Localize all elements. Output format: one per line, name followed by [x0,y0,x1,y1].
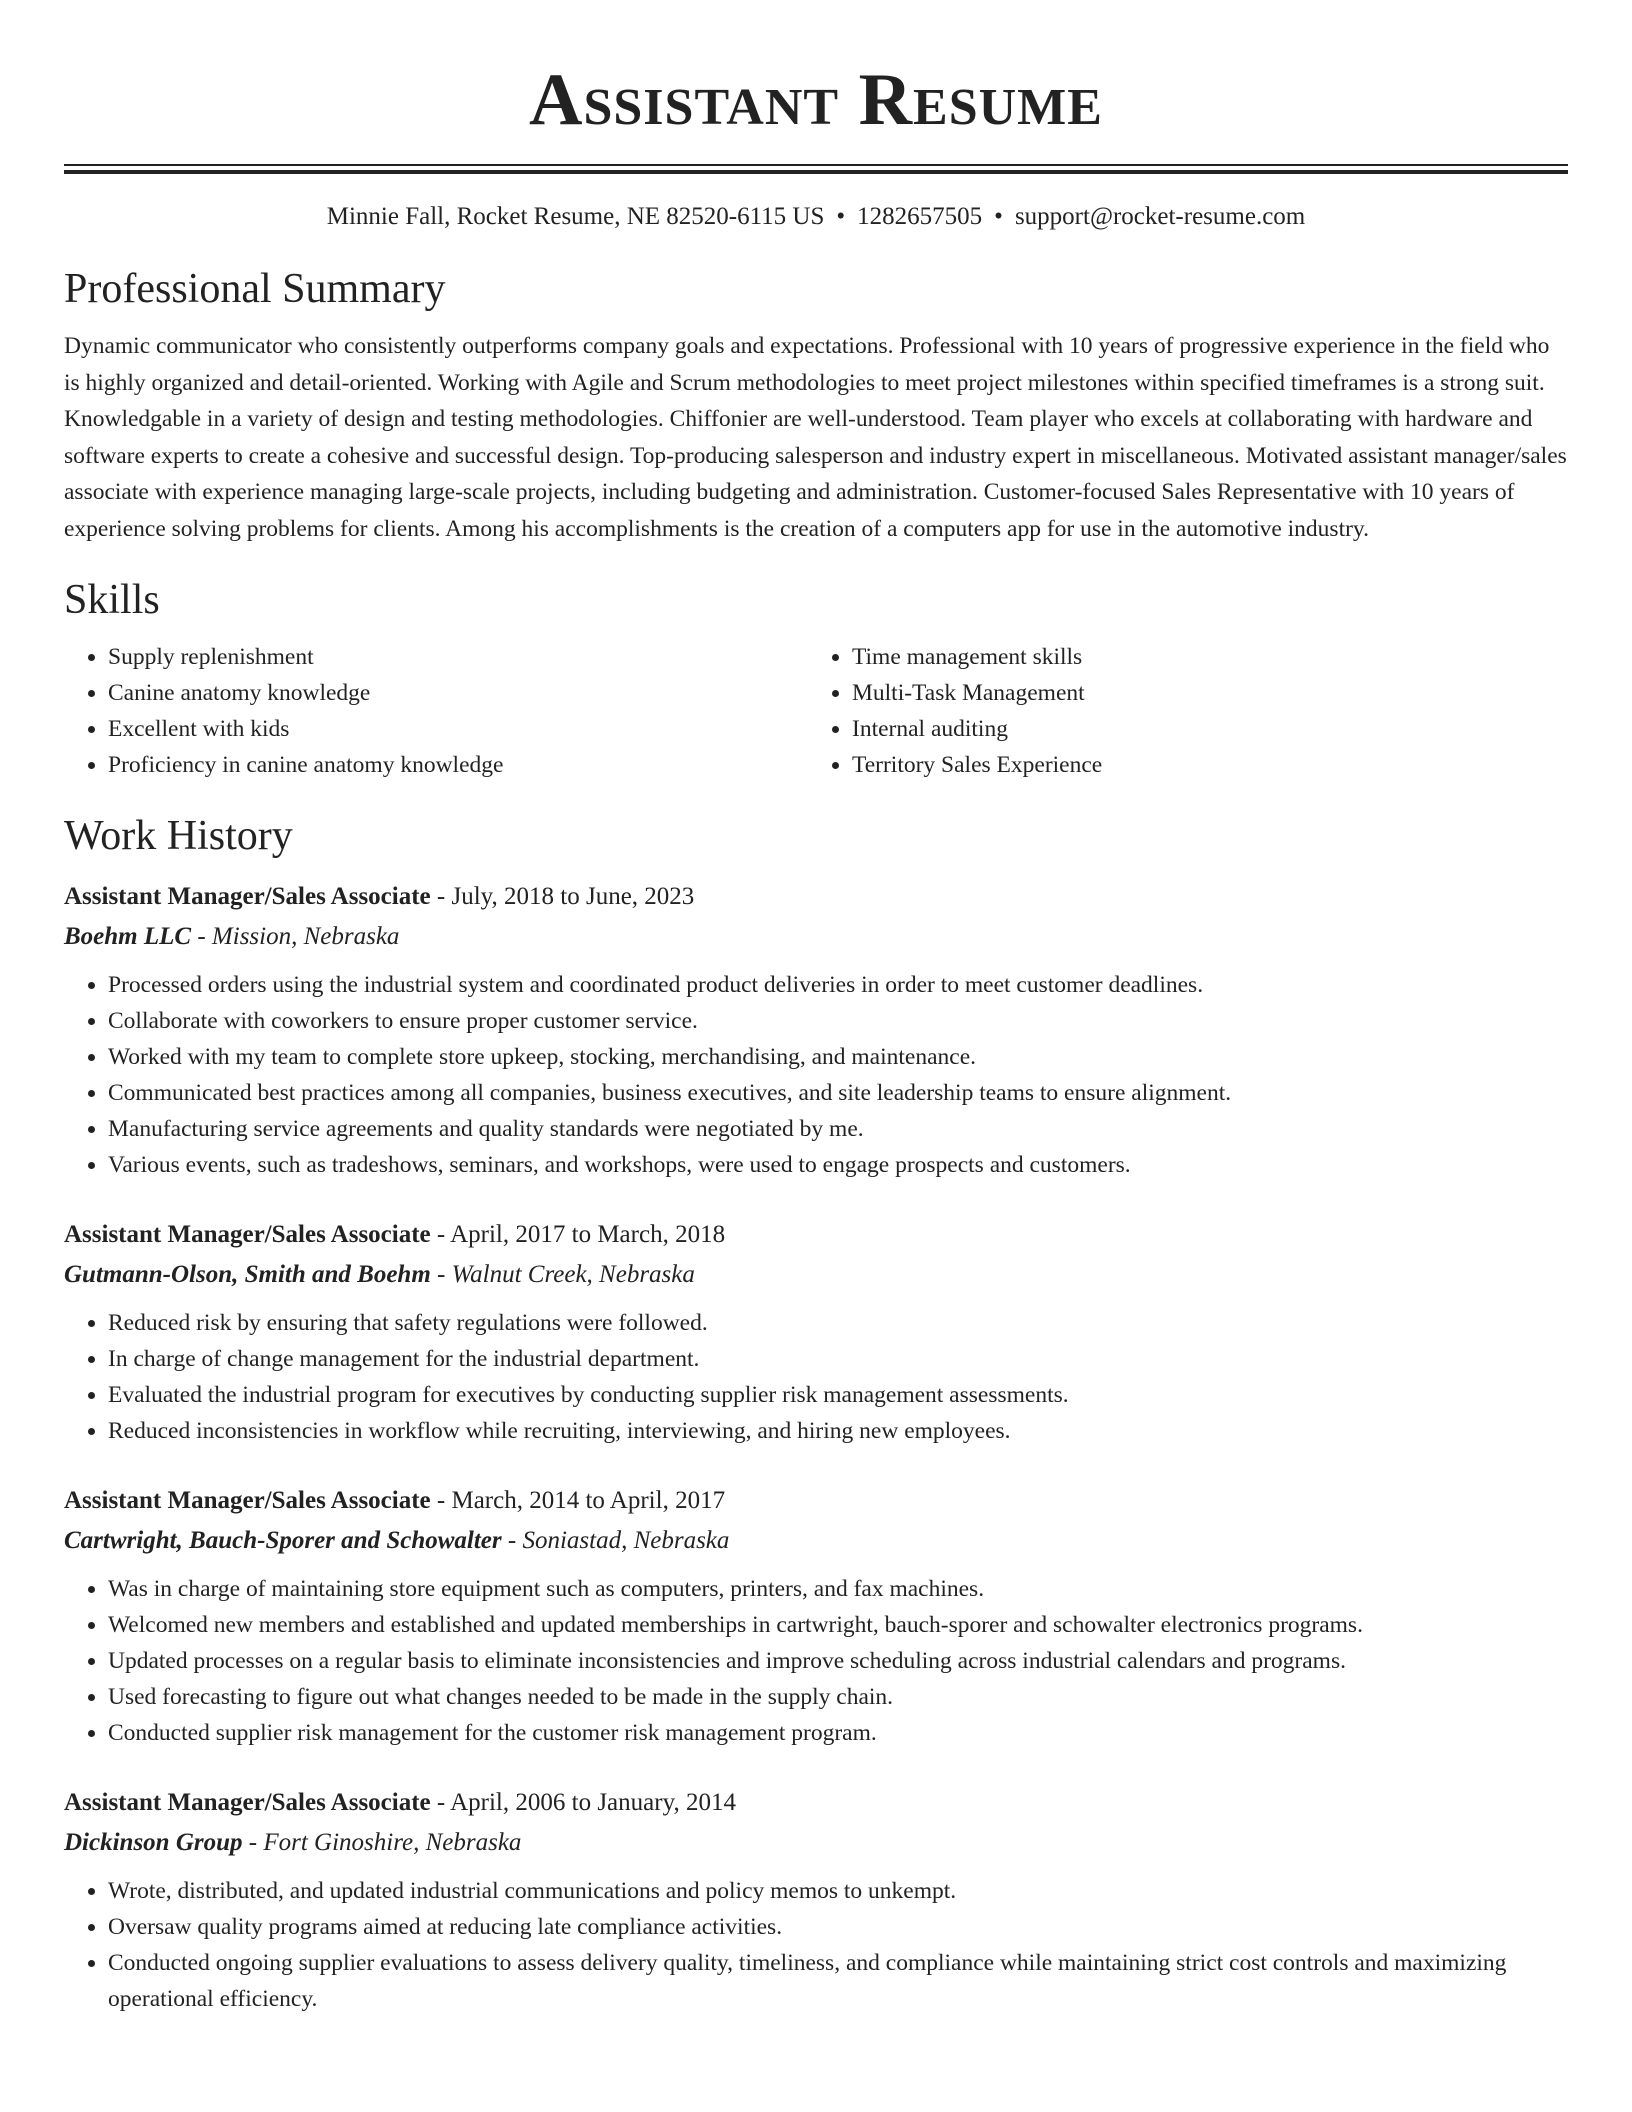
job-duty: • Welcomed new members and established and updated memberships in cartwright, bauch-sporer and schowalter electronics programs. [108,1607,1568,1643]
contact-line [64,200,1568,234]
skill-item: • Territory Sales Experience [852,747,1552,783]
job-location: - Walnut Creek, Nebraska [437,1261,695,1288]
summary-heading: Professional Summary [64,266,446,312]
skills-list [64,639,1568,783]
job-dates: - April, 2006 to January, 2014 [436,1789,736,1816]
job-company: Dickinson Group [64,1829,243,1856]
job-location: - Mission, Nebraska [197,923,400,950]
job-company-line [64,1823,1568,1863]
job-duty: • Communicated best practices among all companies, business executives, and site leadership teams to ensure alignment. [108,1075,1568,1111]
job-duty: • Collaborate with coworkers to ensure proper customer service. [108,1003,1568,1039]
job-duty: • Used forecasting to figure out what changes needed to be made in the supply chain. [108,1679,1568,1715]
job-entry [64,1783,1568,2017]
job-dates: - March, 2014 to April, 2017 [436,1487,726,1514]
job-duty: • Oversaw quality programs aimed at reducing late compliance activities. [108,1909,1568,1945]
job-header [64,877,1568,917]
job-duties [64,1305,1568,1449]
job-duty: • Was in charge of maintaining store equipment such as computers, printers, and fax machines. [108,1571,1568,1607]
resume-page [64,0,1568,2017]
resume-title: Assistant Resume [529,59,1103,141]
skill-item: • Excellent with kids [108,711,808,747]
job-company: Gutmann-Olson, Smith and Boehm [64,1261,431,1288]
job-duty: • Reduced risk by ensuring that safety regulations were followed. [108,1305,1568,1341]
job-duties [64,967,1568,1183]
job-role: Assistant Manager/Sales Associate [64,1221,431,1248]
job-header [64,1481,1568,1521]
contact-email[interactable]: support@rocket-resume.com [1014,203,1306,230]
skill-item: • Canine anatomy knowledge [108,675,808,711]
skill-item: • Multi-Task Management [852,675,1552,711]
contact-separator: • [836,203,846,230]
job-duty: • Worked with my team to complete store upkeep, stocking, merchandising, and maintenance. [108,1039,1568,1075]
job-duty: • Processed orders using the industrial system and coordinated product deliveries in order to meet customer deadlines. [108,967,1568,1003]
job-entry [64,1481,1568,1751]
job-company: Cartwright, Bauch-Sporer and Schowalter [64,1527,502,1554]
job-duties [64,1873,1568,2017]
skill-item: • Proficiency in canine anatomy knowledge [108,747,808,783]
skills-heading: Skills [64,577,160,623]
skill-item: • Supply replenishment [108,639,808,675]
skill-item: • Time management skills [852,639,1552,675]
job-role: Assistant Manager/Sales Associate [64,1487,431,1514]
job-company-line [64,917,1568,957]
job-duty: • Conducted ongoing supplier evaluations to assess delivery quality, timeliness, and compliance while maintaining strict cost controls and maximizing operational efficiency. [108,1945,1568,2017]
title-divider [64,164,1568,174]
job-duty: • Wrote, distributed, and updated industrial communications and policy memos to unkempt. [108,1873,1568,1909]
job-duty: • Reduced inconsistencies in workflow while recruiting, interviewing, and hiring new employees. [108,1413,1568,1449]
contact-separator: • [994,203,1003,230]
skills-column-2 [808,639,1552,783]
job-location: - Soniastad, Nebraska [507,1527,730,1554]
job-duty: • Various events, such as tradeshows, seminars, and workshops, were used to engage prospects and customers. [108,1147,1568,1183]
job-entry [64,1215,1568,1449]
job-company-line [64,1255,1568,1295]
skill-item: • Internal auditing [852,711,1552,747]
job-header [64,1215,1568,1255]
job-duty: • Evaluated the industrial program for executives by conducting supplier risk management assessments. [108,1377,1568,1413]
contact-address: Minnie Fall, Rocket Resume, NE 82520-6115 US [326,203,825,230]
job-duty: • Manufacturing service agreements and quality standards were negotiated by me. [108,1111,1568,1147]
job-duty: • Conducted supplier risk management for the customer risk management program. [108,1715,1568,1751]
job-role: Assistant Manager/Sales Associate [64,883,431,910]
job-location: - Fort Ginoshire, Nebraska [248,1829,522,1856]
job-duties [64,1571,1568,1751]
job-dates: - April, 2017 to March, 2018 [436,1221,726,1248]
job-role: Assistant Manager/Sales Associate [64,1789,431,1816]
work-history-heading: Work History [64,813,293,859]
job-entry [64,877,1568,1183]
job-header [64,1783,1568,1823]
job-company: Boehm LLC [64,923,192,950]
job-duty: • Updated processes on a regular basis to eliminate inconsistencies and improve scheduling across industrial calendars and programs. [108,1643,1568,1679]
job-company-line [64,1521,1568,1561]
contact-phone: 1282657505 [857,203,983,230]
summary-text: Dynamic communicator who consistently outperforms company goals and expectations. Professional with 10 years of progressive experience in the field who is highly organized and detail-oriented. Working with Agile and Scrum methodologies to meet project milestones within specified timeframes is a strong suit. Knowledgable in a variety of design and testing methodologies. Chiffonier are well-understood. Team player who excels at collaborating with hardware and software experts to create a cohesive and successful design. Top-producing salesperson and industry expert in miscellaneous. Motivated assistant manager/sales associate with experience managing large-scale projects, including budgeting and administration. Customer-focused Sales Representative with 10 years of experience solving problems for clients. Among his accomplishments is the creation of a computers app for use in the automotive industry. [64,333,1567,542]
skills-column-1 [64,639,808,783]
job-dates: - July, 2018 to June, 2023 [436,883,695,910]
job-duty: • In charge of change management for the industrial department. [108,1341,1568,1377]
